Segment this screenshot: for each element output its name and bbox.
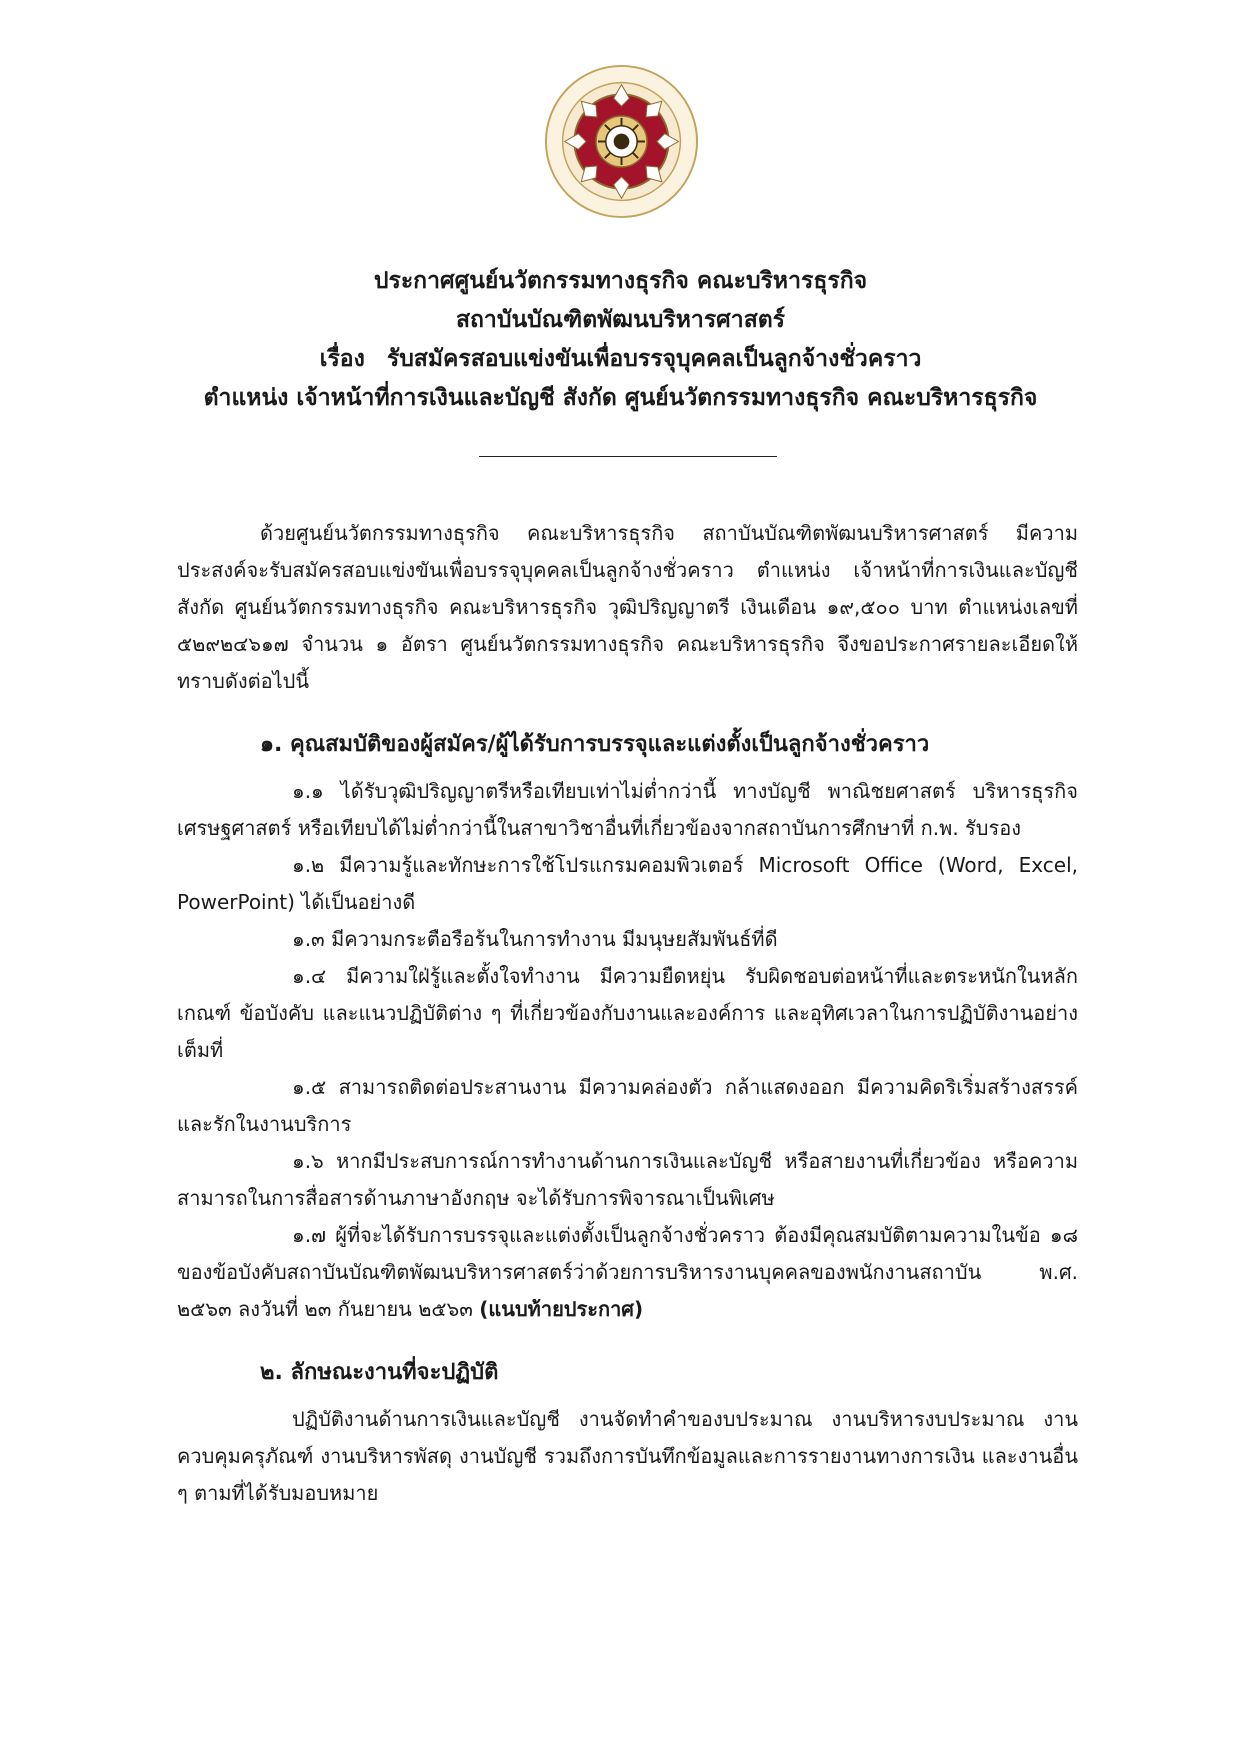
subject-label: เรื่อง <box>319 346 365 372</box>
qualification-item-7 <box>177 1217 1078 1328</box>
header-divider <box>479 456 777 457</box>
header-subject <box>120 340 1121 379</box>
announcement-header <box>120 262 1121 418</box>
section-1-heading: ๑. คุณสมบัติของผู้สมัคร/ผู้ได้รับการบรรจุและแต่งตั้งเป็นลูกจ้างชั่วคราว <box>260 732 930 757</box>
qualification-item-5: ๑.๕ สามารถติดต่อประสานงาน มีความคล่องตัว กล้าแสดงออก มีความคิดริเริ่มสร้างสรรค์ และรักในงานบริการ <box>177 1075 1078 1136</box>
section-2-heading: ๒. ลักษณะงานที่จะปฏิบัติ <box>260 1360 499 1385</box>
job-description-paragraph: ปฏิบัติงานด้านการเงินและบัญชี งานจัดทำคำของบประมาณ งานบริหารงบประมาณ งานควบคุมครุภัณฑ์ งานบริหารพัสดุ งานบัญชี รวมถึงการบันทึกข้อมูลและการรายงานทางการเงิน และงานอื่น ๆ ตามที่ได้รับมอบหมาย <box>177 1407 1078 1505</box>
document-body <box>177 515 1078 1512</box>
header-line-2: สถาบันบัณฑิตพัฒนบริหารศาสตร์ <box>455 307 786 333</box>
qualification-item-7-text: ๑.๗ ผู้ที่จะได้รับการบรรจุและแต่งตั้งเป็นลูกจ้างชั่วคราว ต้องมีคุณสมบัติตามความในข้อ ๑๘ ของข้อบังคับสถาบันบัณฑิตพัฒนบริหารศาสตร์ว่าด้วยการบริหารงานบุคคลของพนักงานสถาบัน พ.ศ. ๒๕๖๓ ลงวันที่ ๒๓ กันยายน ๒๕๖๓ <box>177 1223 1078 1321</box>
qualification-item-2: ๑.๒ มีความรู้และทักษะการใช้โปรแกรมคอมพิวเตอร์ Microsoft Office (Word, Excel, PowerPoint) ได้เป็นอย่างดี <box>177 853 1078 914</box>
subject-text: รับสมัครสอบแข่งขันเพื่อบรรจุบุคคลเป็นลูกจ้างชั่วคราว <box>386 346 922 372</box>
qualification-item-6: ๑.๖ หากมีประสบการณ์การทำงานด้านการเงินและบัญชี หรือสายงานที่เกี่ยวข้อง หรือความสามารถในการสื่อสารด้านภาษาอังกฤษ จะได้รับการพิจารณาเป็นพิเศษ <box>177 1149 1078 1210</box>
qualification-item-3: ๑.๓ มีความกระตือรือร้นในการทำงาน มีมนุษยสัมพันธ์ที่ดี <box>292 927 778 951</box>
intro-paragraph: ด้วยศูนย์นวัตกรรมทางธุรกิจ คณะบริหารธุรกิจ สถาบันบัณฑิตพัฒนบริหารศาสตร์ มีความประสงค์จะรับสมัครสอบแข่งขันเพื่อบรรจุบุคคลเป็นลูกจ้างชั่วคราว ตำแหน่ง เจ้าหน้าที่การเงินและบัญชี สังกัด ศูนย์นวัตกรรมทางธุรกิจ คณะบริหารธุรกิจ วุฒิปริญญาตรี เงินเดือน ๑๙,๕๐๐ บาท ตำแหน่งเลขที่ ๕๒๙๒๔๖๑๗ จำนวน ๑ อัตรา ศูนย์นวัตกรรมทางธุรกิจ คณะบริหารธุรกิจ จึงขอประกาศรายละเอียดให้ทราบดังต่อไปนี้ <box>177 521 1078 693</box>
header-line-1: ประกาศศูนย์นวัตกรรมทางธุรกิจ คณะบริหารธุรกิจ <box>373 268 868 294</box>
header-line-4: ตำแหน่ง เจ้าหน้าที่การเงินและบัญชี สังกัด ศูนย์นวัตกรรมทางธุรกิจ คณะบริหารธุรกิจ <box>203 385 1038 411</box>
qualification-item-4: ๑.๔ มีความใฝ่รู้และตั้งใจทำงาน มีความยืดหยุ่น รับผิดชอบต่อหน้าที่และตระหนักในหลักเกณฑ์ ข้อบังคับ และแนวปฏิบัติต่าง ๆ ที่เกี่ยวข้องกับงานและองค์การ และอุทิศเวลาในการปฏิบัติงานอย่างเต็มที่ <box>177 964 1078 1062</box>
attachment-note: (แนบท้ายประกาศ) <box>479 1297 644 1321</box>
nida-seal-icon <box>543 63 700 220</box>
qualification-item-1: ๑.๑ ได้รับวุฒิปริญญาตรีหรือเทียบเท่าไม่ต่ำกว่านี้ ทางบัญชี พาณิชยศาสตร์ บริหารธุรกิจ เศรษฐศาสตร์ หรือเทียบได้ไม่ต่ำกว่านี้ในสาขาวิชาอื่นที่เกี่ยวข้องจากสถาบันการศึกษาที่ ก.พ. รับรอง <box>177 779 1078 840</box>
